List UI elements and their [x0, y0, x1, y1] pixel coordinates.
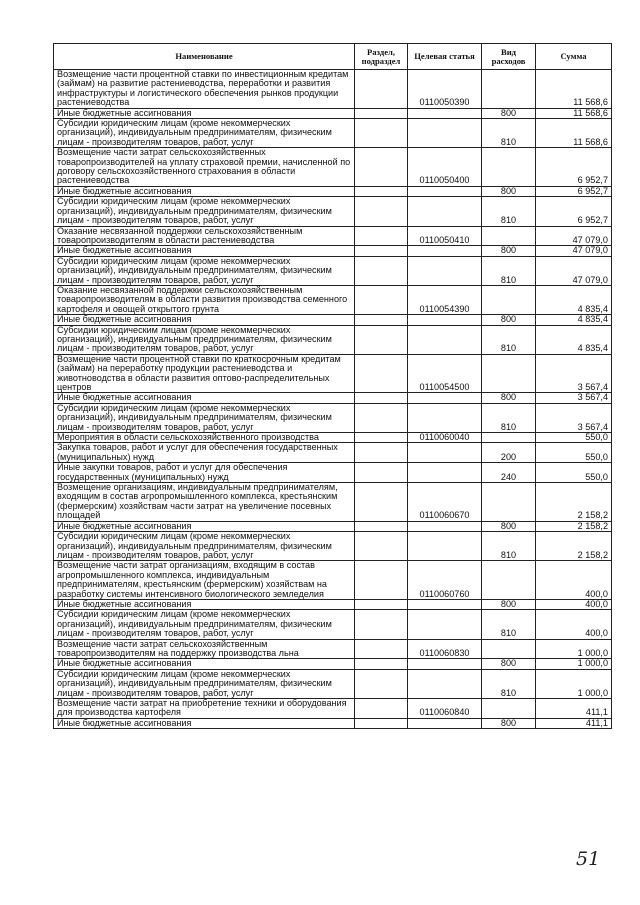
page-number: 51: [576, 848, 601, 870]
cell-type: 810: [482, 197, 536, 226]
table-row: [54, 315, 612, 325]
cell-target: [408, 521, 482, 531]
header-target: Целевая статья: [408, 44, 482, 70]
cell-target: [408, 532, 482, 561]
cell-sum: 4 835,4: [536, 315, 612, 325]
cell-section: [355, 599, 408, 609]
cell-type: 810: [482, 532, 536, 561]
table-row: [54, 148, 612, 187]
table-row: [54, 463, 612, 483]
cell-type: [482, 70, 536, 109]
cell-section: [355, 354, 408, 393]
cell-sum: 411,1: [536, 699, 612, 719]
cell-type: 800: [482, 521, 536, 531]
cell-sum: 11 568,6: [536, 119, 612, 148]
cell-section: [355, 315, 408, 325]
cell-name: Иные бюджетные ассигнования: [54, 315, 355, 325]
cell-section: [355, 443, 408, 463]
cell-type: [482, 639, 536, 659]
cell-type: [482, 699, 536, 719]
cell-sum: 1 000,0: [536, 659, 612, 669]
table-row: [54, 483, 612, 522]
cell-sum: 1 000,0: [536, 639, 612, 659]
cell-name: Субсидии юридическим лицам (кроме некоммерческих организаций), индивидуальным предпринимателям, физическим лицам - производителям товаров, работ, услуг: [54, 403, 355, 432]
cell-sum: 2 158,2: [536, 521, 612, 531]
cell-type: [482, 285, 536, 314]
cell-target: 0110050390: [408, 70, 482, 109]
cell-sum: 4 835,4: [536, 325, 612, 354]
cell-target: [408, 599, 482, 609]
cell-name: Оказание несвязанной поддержки сельскохозяйственным товаропроизводителям в области развития производства семенного картофеля и овощей открытого грунта: [54, 285, 355, 314]
table-row: [54, 108, 612, 118]
table-row: [54, 285, 612, 314]
cell-sum: 6 952,7: [536, 148, 612, 187]
cell-target: [408, 669, 482, 698]
cell-type: 800: [482, 393, 536, 403]
cell-name: Иные закупки товаров, работ и услуг для обеспечения государственных (муниципальных) нужд: [54, 463, 355, 483]
cell-section: [355, 639, 408, 659]
cell-type: [482, 226, 536, 246]
cell-sum: 1 000,0: [536, 669, 612, 698]
cell-section: [355, 483, 408, 522]
cell-section: [355, 532, 408, 561]
cell-name: Возмещение части процентной ставки по инвестиционным кредитам (займам) на развитие растениеводства, переработки и развития инфраструктуры и логистического обеспечения рынков продукции растениеводства: [54, 70, 355, 109]
cell-type: 800: [482, 599, 536, 609]
cell-target: 0110060670: [408, 483, 482, 522]
cell-name: Оказание несвязанной поддержки сельскохозяйственным товаропроизводителям в области растениеводства: [54, 226, 355, 246]
cell-section: [355, 699, 408, 719]
cell-name: Иные бюджетные ассигнования: [54, 718, 355, 728]
cell-type: 800: [482, 659, 536, 669]
cell-target: [408, 610, 482, 639]
budget-document: [53, 43, 611, 729]
cell-section: [355, 197, 408, 226]
cell-section: [355, 659, 408, 669]
cell-section: [355, 718, 408, 728]
cell-type: [482, 433, 536, 443]
table-row: [54, 186, 612, 196]
cell-name: Возмещение части затрат сельскохозяйственных товаропроизводителей на уплату страховой премии, начисленной по договору сельскохозяйственного страхования в области растениеводства: [54, 148, 355, 187]
cell-section: [355, 70, 408, 109]
cell-target: [408, 325, 482, 354]
cell-target: 0110054390: [408, 285, 482, 314]
table-row: [54, 532, 612, 561]
table-row: [54, 561, 612, 600]
cell-target: [408, 186, 482, 196]
cell-sum: 11 568,6: [536, 108, 612, 118]
cell-name: Иные бюджетные ассигнования: [54, 186, 355, 196]
cell-type: 810: [482, 669, 536, 698]
cell-section: [355, 148, 408, 187]
table-row: [54, 403, 612, 432]
cell-name: Субсидии юридическим лицам (кроме некоммерческих организаций), индивидуальным предпринимателям, физическим лицам - производителям товаров, работ, услуг: [54, 119, 355, 148]
cell-section: [355, 119, 408, 148]
cell-name: Субсидии юридическим лицам (кроме некоммерческих организаций), индивидуальным предпринимателям, физическим лицам - производителям товаров, работ, услуг: [54, 532, 355, 561]
cell-sum: 6 952,7: [536, 197, 612, 226]
cell-type: [482, 561, 536, 600]
cell-section: [355, 521, 408, 531]
cell-section: [355, 669, 408, 698]
cell-section: [355, 433, 408, 443]
header-sum: Сумма: [536, 44, 612, 70]
table-row: [54, 393, 612, 403]
table-row: [54, 354, 612, 393]
budget-table: [53, 43, 612, 729]
table-row: [54, 659, 612, 669]
cell-target: [408, 659, 482, 669]
cell-type: 800: [482, 246, 536, 256]
cell-name: Возмещение части процентной ставки по краткосрочным кредитам (займам) на переработку продукции растениеводства и животноводства в области развития оптово-распределительных центров: [54, 354, 355, 393]
cell-section: [355, 246, 408, 256]
table-header: [54, 44, 612, 70]
cell-type: 810: [482, 325, 536, 354]
cell-sum: 400,0: [536, 610, 612, 639]
cell-name: Иные бюджетные ассигнования: [54, 393, 355, 403]
cell-type: 810: [482, 119, 536, 148]
cell-section: [355, 393, 408, 403]
cell-type: 810: [482, 610, 536, 639]
cell-type: [482, 354, 536, 393]
cell-section: [355, 256, 408, 285]
cell-sum: 400,0: [536, 561, 612, 600]
header-name: Наименование: [54, 44, 355, 70]
cell-name: Субсидии юридическим лицам (кроме некоммерческих организаций), индивидуальным предпринимателям, физическим лицам - производителям товаров, работ, услуг: [54, 325, 355, 354]
table-row: [54, 443, 612, 463]
cell-target: 0110060830: [408, 639, 482, 659]
cell-type: 810: [482, 403, 536, 432]
header-section: Раздел, подраздел: [355, 44, 408, 70]
cell-type: [482, 483, 536, 522]
cell-name: Возмещение организациям, индивидуальным предпринимателям, входящим в состав агропромышленного комплекса, крестьянским (фермерским) хозяйствам части затрат на увеличение посевных площадей: [54, 483, 355, 522]
cell-target: 0110060040: [408, 433, 482, 443]
cell-sum: 11 568,6: [536, 70, 612, 109]
cell-name: Субсидии юридическим лицам (кроме некоммерческих организаций), индивидуальным предпринимателям, физическим лицам - производителям товаров, работ, услуг: [54, 197, 355, 226]
cell-name: Возмещение части затрат организациям, входящим в состав агропромышленного комплекса, индивидуальным предпринимателям, крестьянским (фермерским) хозяйствам на разработку системы интенсивного биологического земледелия: [54, 561, 355, 600]
cell-target: 0110050410: [408, 226, 482, 246]
cell-sum: 47 079,0: [536, 256, 612, 285]
cell-section: [355, 285, 408, 314]
table-row: [54, 433, 612, 443]
table-row: [54, 699, 612, 719]
cell-target: 0110054500: [408, 354, 482, 393]
cell-section: [355, 463, 408, 483]
cell-name: Иные бюджетные ассигнования: [54, 246, 355, 256]
cell-sum: 3 567,4: [536, 354, 612, 393]
cell-name: Мероприятия в области сельскохозяйственного производства: [54, 433, 355, 443]
cell-section: [355, 561, 408, 600]
cell-target: [408, 403, 482, 432]
cell-section: [355, 610, 408, 639]
cell-section: [355, 108, 408, 118]
cell-target: [408, 718, 482, 728]
table-body: [54, 70, 612, 729]
cell-target: [408, 256, 482, 285]
table-row: [54, 70, 612, 109]
cell-sum: 550,0: [536, 433, 612, 443]
cell-target: [408, 197, 482, 226]
cell-name: Иные бюджетные ассигнования: [54, 108, 355, 118]
cell-sum: 3 567,4: [536, 393, 612, 403]
cell-type: [482, 148, 536, 187]
cell-name: Иные бюджетные ассигнования: [54, 521, 355, 531]
table-row: [54, 610, 612, 639]
cell-name: Субсидии юридическим лицам (кроме некоммерческих организаций), индивидуальным предпринимателям, физическим лицам - производителям товаров, работ, услуг: [54, 610, 355, 639]
table-row: [54, 521, 612, 531]
cell-type: 240: [482, 463, 536, 483]
cell-sum: 2 158,2: [536, 532, 612, 561]
cell-sum: 550,0: [536, 463, 612, 483]
table-row: [54, 256, 612, 285]
table-row: [54, 639, 612, 659]
table-row: [54, 669, 612, 698]
cell-name: Возмещение части затрат на приобретение техники и оборудования для производства картофеля: [54, 699, 355, 719]
cell-target: [408, 443, 482, 463]
cell-name: Субсидии юридическим лицам (кроме некоммерческих организаций), индивидуальным предпринимателям, физическим лицам - производителям товаров, работ, услуг: [54, 256, 355, 285]
cell-target: 0110060840: [408, 699, 482, 719]
table-row: [54, 599, 612, 609]
table-row: [54, 226, 612, 246]
cell-name: Иные бюджетные ассигнования: [54, 599, 355, 609]
cell-target: [408, 246, 482, 256]
table-row: [54, 325, 612, 354]
cell-sum: 4 835,4: [536, 285, 612, 314]
cell-target: [408, 315, 482, 325]
table-row: [54, 197, 612, 226]
cell-type: 800: [482, 315, 536, 325]
cell-type: 810: [482, 256, 536, 285]
cell-section: [355, 325, 408, 354]
table-row: [54, 119, 612, 148]
table-row: [54, 718, 612, 728]
cell-target: 0110060760: [408, 561, 482, 600]
cell-name: Закупка товаров, работ и услуг для обеспечения государственных (муниципальных) нужд: [54, 443, 355, 463]
cell-target: [408, 119, 482, 148]
cell-type: 200: [482, 443, 536, 463]
cell-target: [408, 108, 482, 118]
cell-section: [355, 226, 408, 246]
cell-name: Иные бюджетные ассигнования: [54, 659, 355, 669]
cell-section: [355, 403, 408, 432]
cell-sum: 3 567,4: [536, 403, 612, 432]
cell-target: [408, 393, 482, 403]
cell-section: [355, 186, 408, 196]
cell-name: Субсидии юридическим лицам (кроме некоммерческих организаций), индивидуальным предпринимателям, физическим лицам - производителям товаров, работ, услуг: [54, 669, 355, 698]
cell-sum: 6 952,7: [536, 186, 612, 196]
cell-type: 800: [482, 186, 536, 196]
table-row: [54, 246, 612, 256]
cell-sum: 411,1: [536, 718, 612, 728]
cell-name: Возмещение части затрат сельскохозяйственным товаропроизводителям на поддержку производства льна: [54, 639, 355, 659]
cell-target: 0110050400: [408, 148, 482, 187]
header-type: Вид расходов: [482, 44, 536, 70]
cell-sum: 550,0: [536, 443, 612, 463]
cell-type: 800: [482, 718, 536, 728]
cell-sum: 47 079,0: [536, 246, 612, 256]
cell-sum: 400,0: [536, 599, 612, 609]
cell-sum: 2 158,2: [536, 483, 612, 522]
cell-type: 800: [482, 108, 536, 118]
cell-target: [408, 463, 482, 483]
cell-sum: 47 079,0: [536, 226, 612, 246]
